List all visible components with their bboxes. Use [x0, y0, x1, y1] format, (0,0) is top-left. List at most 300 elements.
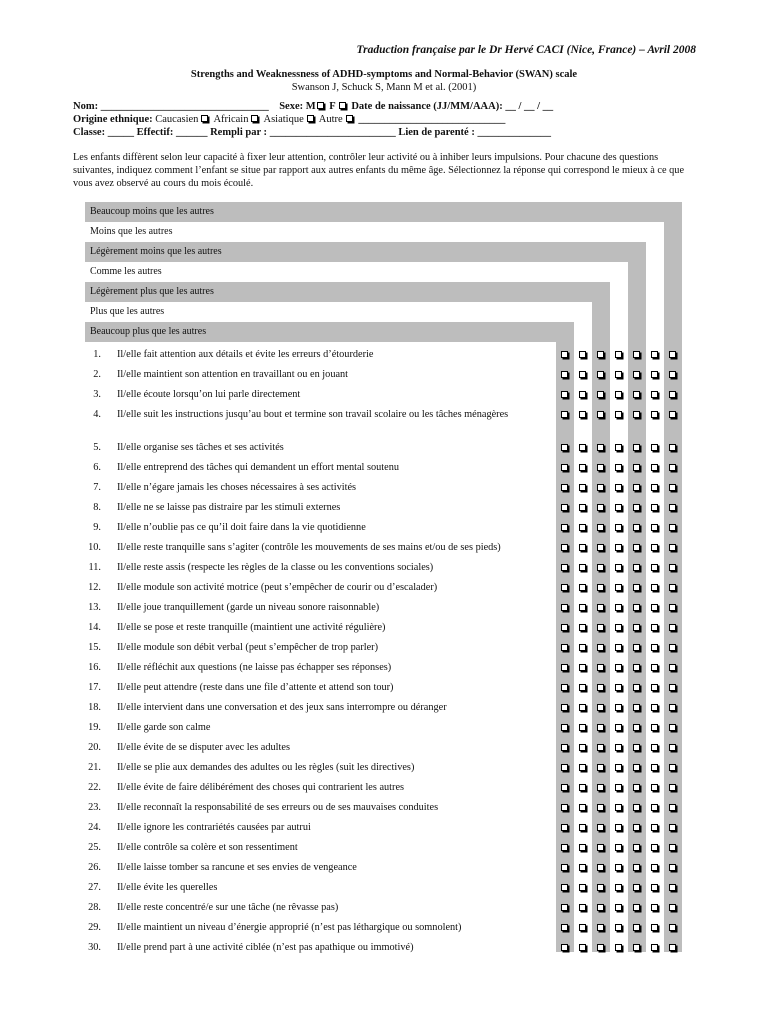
origine-option-label: Caucasien: [155, 114, 199, 125]
response-checkbox[interactable]: [579, 944, 586, 951]
response-checkbox[interactable]: [633, 411, 640, 418]
response-checkbox[interactable]: [651, 411, 658, 418]
response-checkbox[interactable]: [579, 371, 586, 378]
response-checkbox[interactable]: [615, 464, 622, 471]
response-checkbox[interactable]: [597, 724, 604, 731]
question-text: Il/elle maintient un niveau d’énergie approprié (n’est pas léthargique ou somnolent): [117, 922, 462, 933]
response-checkbox[interactable]: [669, 684, 676, 691]
response-checkbox[interactable]: [561, 624, 568, 631]
origine-field[interactable]: ____________________________: [358, 114, 506, 125]
response-checkbox[interactable]: [579, 411, 586, 418]
response-checkbox[interactable]: [561, 564, 568, 571]
translation-credit: Traduction française par le Dr Hervé CACI (Nice, France) – Avril 2008: [356, 44, 696, 56]
question-number: 2.: [93, 369, 101, 380]
response-checkbox[interactable]: [597, 544, 604, 551]
response-checkbox[interactable]: [669, 904, 676, 911]
nom-field[interactable]: ________________________________: [100, 101, 269, 112]
response-checkbox[interactable]: [651, 524, 658, 531]
question-text: Il/elle fait attention aux détails et évite les erreurs d’étourderie: [117, 349, 374, 360]
response-checkbox[interactable]: [633, 504, 640, 511]
response-checkbox[interactable]: [579, 444, 586, 451]
response-checkbox[interactable]: [597, 504, 604, 511]
response-checkbox[interactable]: [561, 884, 568, 891]
response-checkbox[interactable]: [561, 464, 568, 471]
question-text: Il/elle maintient son attention en travaillant ou en jouant: [117, 369, 349, 380]
sexe-f-label: F: [329, 101, 336, 112]
response-checkbox[interactable]: [561, 391, 568, 398]
question-text: Il/elle réfléchit aux questions (ne laisse pas échapper ses réponses): [117, 662, 392, 673]
question-text: Il/elle garde son calme: [117, 722, 211, 733]
response-checkbox[interactable]: [633, 684, 640, 691]
question-text: Il/elle reste assis (respecte les règles de la classe ou les conventions sociales): [117, 562, 434, 573]
response-checkbox[interactable]: [597, 604, 604, 611]
scale-label: Légèrement plus que les autres: [85, 282, 610, 302]
response-checkbox[interactable]: [579, 484, 586, 491]
response-checkbox[interactable]: [615, 351, 622, 358]
response-checkbox[interactable]: [633, 524, 640, 531]
response-checkbox[interactable]: [579, 524, 586, 531]
effectif-field[interactable]: ______: [175, 127, 208, 138]
question-number: 8.: [93, 502, 101, 513]
response-checkbox[interactable]: [669, 884, 676, 891]
response-checkbox[interactable]: [669, 371, 676, 378]
response-checkbox[interactable]: [633, 944, 640, 951]
response-checkbox[interactable]: [561, 664, 568, 671]
response-checkbox[interactable]: [597, 484, 604, 491]
origine-option-label: Asiatique: [263, 114, 304, 125]
question-number: 29.: [88, 922, 101, 933]
response-checkbox[interactable]: [669, 764, 676, 771]
response-checkbox[interactable]: [561, 371, 568, 378]
response-checkbox[interactable]: [615, 564, 622, 571]
question-number: 27.: [88, 882, 101, 893]
response-checkbox[interactable]: [669, 864, 676, 871]
response-checkbox[interactable]: [579, 351, 586, 358]
response-checkbox[interactable]: [615, 484, 622, 491]
question-number: 13.: [88, 602, 101, 613]
response-checkbox[interactable]: [615, 524, 622, 531]
scale-label: Beaucoup moins que les autres: [85, 202, 682, 222]
response-checkbox[interactable]: [651, 351, 658, 358]
response-checkbox[interactable]: [669, 724, 676, 731]
response-checkbox[interactable]: [669, 504, 676, 511]
response-checkbox[interactable]: [633, 844, 640, 851]
response-checkbox[interactable]: [597, 351, 604, 358]
response-checkbox[interactable]: [579, 924, 586, 931]
scale-label: Moins que les autres: [85, 222, 664, 242]
response-checkbox[interactable]: [651, 704, 658, 711]
response-checkbox[interactable]: [615, 624, 622, 631]
response-checkbox[interactable]: [597, 804, 604, 811]
response-checkbox[interactable]: [615, 644, 622, 651]
response-checkbox[interactable]: [651, 371, 658, 378]
response-checkbox[interactable]: [615, 544, 622, 551]
response-checkbox[interactable]: [669, 844, 676, 851]
sexe-f-checkbox[interactable]: [339, 102, 346, 109]
response-checkbox[interactable]: [597, 904, 604, 911]
response-checkbox[interactable]: [633, 484, 640, 491]
scale-column-stripe: [592, 282, 610, 952]
response-checkbox[interactable]: [669, 564, 676, 571]
response-checkbox[interactable]: [579, 804, 586, 811]
response-checkbox[interactable]: [633, 724, 640, 731]
response-checkbox[interactable]: [615, 444, 622, 451]
response-checkbox[interactable]: [597, 884, 604, 891]
scale-title: Strengths and Weaknessness of ADHD-symptoms and Normal-Behavior (SWAN) scale: [190, 69, 578, 80]
question-text: Il/elle laisse tomber sa rancune et ses envies de vengeance: [117, 862, 357, 873]
question-number: 28.: [88, 902, 101, 913]
response-checkbox[interactable]: [669, 411, 676, 418]
response-checkbox[interactable]: [633, 604, 640, 611]
response-checkbox[interactable]: [597, 391, 604, 398]
response-checkbox[interactable]: [561, 784, 568, 791]
response-checkbox[interactable]: [615, 864, 622, 871]
response-checkbox[interactable]: [669, 924, 676, 931]
response-checkbox[interactable]: [597, 944, 604, 951]
response-checkbox[interactable]: [669, 644, 676, 651]
response-checkbox[interactable]: [597, 684, 604, 691]
response-checkbox[interactable]: [633, 624, 640, 631]
response-checkbox[interactable]: [633, 864, 640, 871]
question-number: 1.: [93, 349, 101, 360]
response-checkbox[interactable]: [579, 564, 586, 571]
response-checkbox[interactable]: [615, 604, 622, 611]
scale-column-stripe: [664, 202, 682, 952]
response-checkbox[interactable]: [579, 864, 586, 871]
response-checkbox[interactable]: [669, 604, 676, 611]
response-checkbox[interactable]: [561, 824, 568, 831]
question-number: 6.: [93, 462, 101, 473]
response-checkbox[interactable]: [615, 411, 622, 418]
dob-field[interactable]: __ / __ / __: [505, 101, 554, 112]
response-checkbox[interactable]: [633, 704, 640, 711]
scale-label: Comme les autres: [85, 262, 628, 282]
question-number: 15.: [88, 642, 101, 653]
response-checkbox[interactable]: [561, 544, 568, 551]
origine-africain-checkbox[interactable]: [251, 115, 258, 122]
question-number: 21.: [88, 762, 101, 773]
response-checkbox[interactable]: [669, 584, 676, 591]
response-checkbox[interactable]: [579, 824, 586, 831]
response-checkbox[interactable]: [561, 944, 568, 951]
response-checkbox[interactable]: [579, 391, 586, 398]
response-checkbox[interactable]: [669, 704, 676, 711]
origine-autre-checkbox[interactable]: [346, 115, 353, 122]
classe-label: Classe:: [73, 127, 106, 138]
response-checkbox[interactable]: [633, 464, 640, 471]
response-checkbox[interactable]: [579, 624, 586, 631]
response-checkbox[interactable]: [597, 371, 604, 378]
response-checkbox[interactable]: [633, 544, 640, 551]
response-checkbox[interactable]: [615, 684, 622, 691]
response-checkbox[interactable]: [669, 444, 676, 451]
question-text: Il/elle suit les instructions jusqu’au bout et termine son travail scolaire ou les tâches ménagères: [117, 409, 509, 420]
response-checkbox[interactable]: [579, 904, 586, 911]
response-checkbox[interactable]: [651, 391, 658, 398]
response-checkbox[interactable]: [597, 764, 604, 771]
response-checkbox[interactable]: [561, 444, 568, 451]
classe-field[interactable]: _____: [107, 127, 134, 138]
response-checkbox[interactable]: [633, 884, 640, 891]
scale-label: Plus que les autres: [85, 302, 592, 322]
question-number: 12.: [88, 582, 101, 593]
question-text: Il/elle reconnaît la responsabilité de ses erreurs ou de ses mauvaises conduites: [117, 802, 439, 813]
response-checkbox[interactable]: [561, 904, 568, 911]
sexe-m-checkbox[interactable]: [317, 102, 324, 109]
question-text: Il/elle organise ses tâches et ses activités: [117, 442, 284, 453]
response-checkbox[interactable]: [597, 464, 604, 471]
response-checkbox[interactable]: [597, 744, 604, 751]
response-checkbox[interactable]: [579, 784, 586, 791]
question-text: Il/elle contrôle sa colère et son ressentiment: [117, 842, 298, 853]
response-checkbox[interactable]: [633, 371, 640, 378]
question-number: 23.: [88, 802, 101, 813]
question-text: Il/elle entreprend des tâches qui demandent un effort mental soutenu: [117, 462, 400, 473]
scale-authors: Swanson J, Schuck S, Mann M et al. (2001): [291, 82, 477, 93]
response-checkbox[interactable]: [561, 644, 568, 651]
response-checkbox[interactable]: [651, 744, 658, 751]
nom-label: Nom:: [73, 101, 99, 112]
question-text: Il/elle module son débit verbal (peut s’empêcher de trop parler): [117, 642, 379, 653]
response-checkbox[interactable]: [651, 784, 658, 791]
response-checkbox[interactable]: [615, 664, 622, 671]
response-checkbox[interactable]: [597, 584, 604, 591]
question-text: Il/elle se pose et reste tranquille (maintient une activité régulière): [117, 622, 386, 633]
response-checkbox[interactable]: [579, 764, 586, 771]
response-checkbox[interactable]: [561, 744, 568, 751]
response-checkbox[interactable]: [651, 884, 658, 891]
response-checkbox[interactable]: [669, 391, 676, 398]
response-checkbox[interactable]: [651, 664, 658, 671]
response-checkbox[interactable]: [615, 704, 622, 711]
question-text: Il/elle évite de se disputer avec les adultes: [117, 742, 290, 753]
response-checkbox[interactable]: [669, 804, 676, 811]
response-checkbox[interactable]: [615, 724, 622, 731]
response-checkbox[interactable]: [561, 484, 568, 491]
response-checkbox[interactable]: [561, 924, 568, 931]
response-checkbox[interactable]: [561, 724, 568, 731]
response-checkbox[interactable]: [561, 504, 568, 511]
question-text: Il/elle ignore les contrariétés causées par autrui: [117, 822, 311, 833]
response-checkbox[interactable]: [669, 351, 676, 358]
response-checkbox[interactable]: [615, 924, 622, 931]
response-checkbox[interactable]: [651, 804, 658, 811]
response-checkbox[interactable]: [633, 664, 640, 671]
response-checkbox[interactable]: [579, 504, 586, 511]
response-checkbox[interactable]: [597, 564, 604, 571]
response-checkbox[interactable]: [651, 864, 658, 871]
response-checkbox[interactable]: [651, 464, 658, 471]
question-number: 20.: [88, 742, 101, 753]
lien-field[interactable]: ______________: [477, 127, 551, 138]
response-checkbox[interactable]: [651, 584, 658, 591]
response-checkbox[interactable]: [561, 764, 568, 771]
response-checkbox[interactable]: [651, 624, 658, 631]
response-checkbox[interactable]: [597, 824, 604, 831]
response-checkbox[interactable]: [597, 924, 604, 931]
question-text: Il/elle se plie aux demandes des adultes ou les règles (suit les directives): [117, 762, 415, 773]
response-checkbox[interactable]: [669, 464, 676, 471]
question-number: 25.: [88, 842, 101, 853]
response-checkbox[interactable]: [633, 784, 640, 791]
response-checkbox[interactable]: [615, 904, 622, 911]
response-checkbox[interactable]: [651, 484, 658, 491]
response-checkbox[interactable]: [669, 524, 676, 531]
question-text: Il/elle n’égare jamais les choses nécessaires à ses activités: [117, 482, 357, 493]
question-text: Il/elle intervient dans une conversation et des jeux sans interrompre ou déranger: [117, 702, 447, 713]
lien-label: Lien de parenté :: [398, 127, 475, 138]
response-checkbox[interactable]: [651, 544, 658, 551]
question-number: 5.: [93, 442, 101, 453]
instructions: Les enfants diffèrent selon leur capacité à fixer leur attention, contrôler leur activité ou à inhiber leurs impulsions. Pour chacune des questions suivantes, indiquez comment l’enfant se situe par rapport aux autres enfants du même âge. Sélectionnez la réponse qui correspond le mieux à ce que vous avez observé au cours du mois écoulé.: [73, 152, 685, 189]
question-number: 22.: [88, 782, 101, 793]
scale-label: Légèrement moins que les autres: [85, 242, 646, 262]
question-text: Il/elle ne se laisse pas distraire par les stimuli externes: [117, 502, 341, 513]
origine-caucasien-checkbox[interactable]: [201, 115, 208, 122]
response-checkbox[interactable]: [651, 944, 658, 951]
response-checkbox[interactable]: [579, 744, 586, 751]
dob-label: Date de naissance (JJ/MM/AAA):: [351, 101, 503, 112]
response-checkbox[interactable]: [561, 411, 568, 418]
response-checkbox[interactable]: [669, 944, 676, 951]
question-text: Il/elle reste concentré/e sur une tâche (ne rêvasse pas): [117, 902, 339, 913]
response-checkbox[interactable]: [579, 464, 586, 471]
question-number: 9.: [93, 522, 101, 533]
response-checkbox[interactable]: [633, 564, 640, 571]
response-checkbox[interactable]: [669, 824, 676, 831]
response-checkbox[interactable]: [615, 784, 622, 791]
response-checkbox[interactable]: [633, 924, 640, 931]
response-checkbox[interactable]: [561, 351, 568, 358]
response-checkbox[interactable]: [597, 411, 604, 418]
response-checkbox[interactable]: [561, 804, 568, 811]
question-number: 7.: [93, 482, 101, 493]
response-checkbox[interactable]: [669, 544, 676, 551]
response-checkbox[interactable]: [651, 644, 658, 651]
response-checkbox[interactable]: [597, 864, 604, 871]
question-number: 19.: [88, 722, 101, 733]
response-checkbox[interactable]: [597, 664, 604, 671]
response-checkbox[interactable]: [597, 704, 604, 711]
response-checkbox[interactable]: [615, 371, 622, 378]
response-checkbox[interactable]: [633, 444, 640, 451]
response-checkbox[interactable]: [597, 784, 604, 791]
response-checkbox[interactable]: [579, 584, 586, 591]
response-checkbox[interactable]: [561, 584, 568, 591]
response-checkbox[interactable]: [633, 391, 640, 398]
response-checkbox[interactable]: [579, 664, 586, 671]
question-text: Il/elle joue tranquillement (garde un niveau sonore raisonnable): [117, 602, 380, 613]
response-checkbox[interactable]: [615, 391, 622, 398]
response-checkbox[interactable]: [561, 524, 568, 531]
response-checkbox[interactable]: [615, 824, 622, 831]
sexe-m-label: M: [305, 101, 316, 112]
response-checkbox[interactable]: [579, 724, 586, 731]
response-checkbox[interactable]: [651, 904, 658, 911]
response-checkbox[interactable]: [633, 744, 640, 751]
response-checkbox[interactable]: [561, 844, 568, 851]
response-checkbox[interactable]: [579, 704, 586, 711]
question-text: Il/elle prend part à une activité ciblée (n’est pas apathique ou immotivé): [117, 942, 414, 953]
response-checkbox[interactable]: [651, 504, 658, 511]
response-checkbox[interactable]: [615, 884, 622, 891]
response-checkbox[interactable]: [579, 884, 586, 891]
response-checkbox[interactable]: [651, 684, 658, 691]
response-checkbox[interactable]: [561, 704, 568, 711]
response-checkbox[interactable]: [651, 604, 658, 611]
rempli-field[interactable]: ________________________: [269, 127, 396, 138]
response-checkbox[interactable]: [633, 584, 640, 591]
response-checkbox[interactable]: [579, 844, 586, 851]
response-checkbox[interactable]: [579, 604, 586, 611]
response-checkbox[interactable]: [651, 564, 658, 571]
response-checkbox[interactable]: [597, 444, 604, 451]
response-checkbox[interactable]: [651, 924, 658, 931]
response-checkbox[interactable]: [669, 484, 676, 491]
response-checkbox[interactable]: [651, 824, 658, 831]
question-text: Il/elle peut attendre (reste dans une file d’attente et attend son tour): [117, 682, 394, 693]
question-number: 30.: [88, 942, 101, 953]
response-checkbox[interactable]: [561, 684, 568, 691]
question-text: Il/elle reste tranquille sans s’agiter (contrôle les mouvements de ses mains et/ou de ses pieds): [117, 542, 501, 553]
response-checkbox[interactable]: [669, 744, 676, 751]
origine-option-label: Africain: [213, 114, 249, 125]
response-checkbox[interactable]: [579, 644, 586, 651]
response-checkbox[interactable]: [669, 664, 676, 671]
response-checkbox[interactable]: [633, 804, 640, 811]
response-checkbox[interactable]: [597, 644, 604, 651]
response-checkbox[interactable]: [633, 904, 640, 911]
response-checkbox[interactable]: [597, 844, 604, 851]
response-checkbox[interactable]: [633, 644, 640, 651]
response-checkbox[interactable]: [597, 624, 604, 631]
form-line-identity: [73, 101, 553, 113]
response-checkbox[interactable]: [615, 504, 622, 511]
question-number: 3.: [93, 389, 101, 400]
response-checkbox[interactable]: [615, 844, 622, 851]
question-number: 11.: [88, 562, 101, 573]
question-number: 10.: [88, 542, 101, 553]
sexe-label: Sexe:: [279, 101, 304, 112]
response-checkbox[interactable]: [597, 524, 604, 531]
response-checkbox[interactable]: [651, 444, 658, 451]
origine-option-label: Autre: [318, 114, 343, 125]
response-checkbox[interactable]: [615, 744, 622, 751]
question-text: Il/elle évite les querelles: [117, 882, 218, 893]
response-checkbox[interactable]: [579, 544, 586, 551]
response-checkbox[interactable]: [669, 784, 676, 791]
response-checkbox[interactable]: [669, 624, 676, 631]
response-checkbox[interactable]: [615, 804, 622, 811]
response-checkbox[interactable]: [633, 824, 640, 831]
response-checkbox[interactable]: [579, 684, 586, 691]
response-checkbox[interactable]: [633, 351, 640, 358]
response-checkbox[interactable]: [615, 944, 622, 951]
response-checkbox[interactable]: [561, 864, 568, 871]
response-checkbox[interactable]: [561, 604, 568, 611]
response-checkbox[interactable]: [615, 764, 622, 771]
response-checkbox[interactable]: [651, 764, 658, 771]
origine-label: Origine ethnique:: [73, 114, 153, 125]
question-text: Il/elle n’oublie pas ce qu’il doit faire dans la vie quotidienne: [117, 522, 366, 533]
response-checkbox[interactable]: [633, 764, 640, 771]
question-text: Il/elle écoute lorsqu’on lui parle directement: [117, 389, 301, 400]
response-checkbox[interactable]: [651, 844, 658, 851]
origine-asiatique-checkbox[interactable]: [307, 115, 314, 122]
question-number: 16.: [88, 662, 101, 673]
response-checkbox[interactable]: [615, 584, 622, 591]
response-checkbox[interactable]: [651, 724, 658, 731]
